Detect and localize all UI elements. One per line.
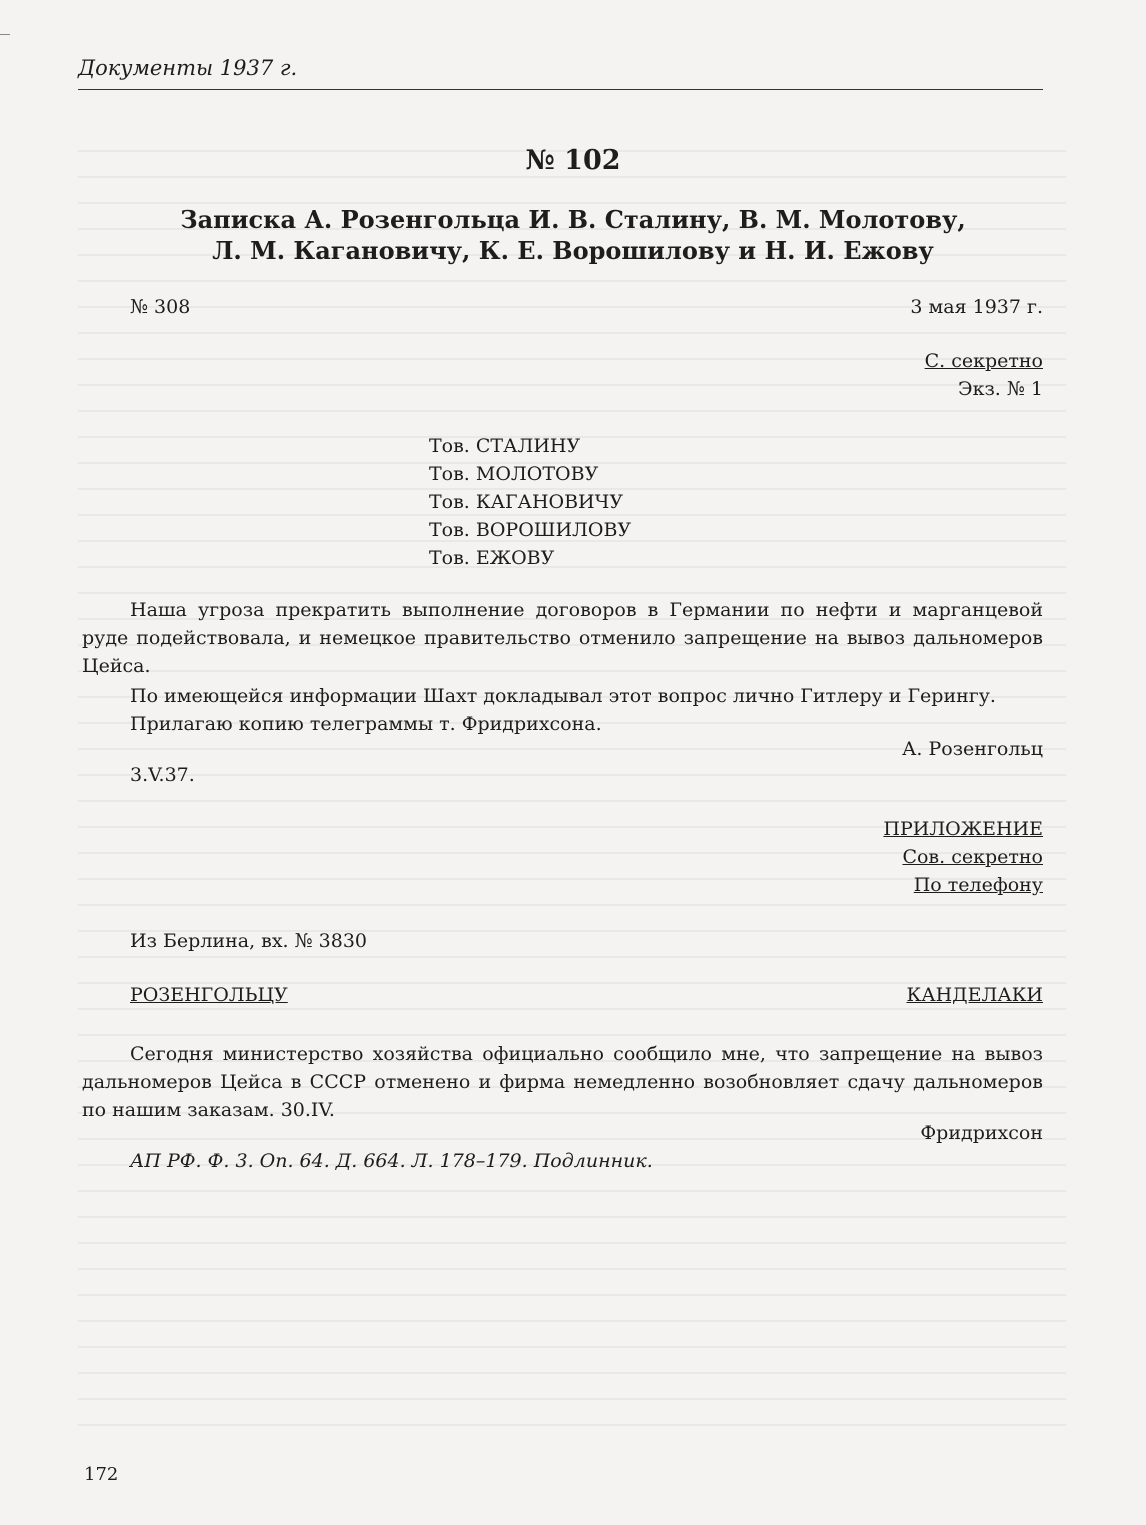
telegram-signature: Фридрихсон: [920, 1122, 1043, 1144]
addressee: Тов. МОЛОТОВУ: [429, 463, 599, 485]
addressee: Тов. ВОРОШИЛОВУ: [429, 519, 632, 541]
page-number: 172: [84, 1464, 119, 1485]
document-title: [120, 204, 1026, 266]
telegram-text: Сегодня министерство хозяйства официально сообщило мне, что запрещение на вывоз дальномеров Цейса в СССР отменено и фирма немедленно возобновляет сдачу дальномеров по нашим заказам. 30.IV.: [82, 1043, 1043, 1121]
body-paragraph: По имеющейся информации Шахт докладывал этот вопрос лично Гитлеру и Герингу.: [130, 685, 996, 707]
addressee-list: [429, 432, 631, 572]
running-header: Документы 1937 г.: [78, 56, 298, 80]
telegram-sender: КАНДЕЛАКИ: [906, 984, 1043, 1006]
appendix-label: ПРИЛОЖЕНИЕ: [883, 818, 1043, 840]
header-rule: [78, 89, 1043, 90]
classification-stamp: С. секретно: [924, 350, 1043, 372]
registration-number: № 308: [130, 296, 191, 318]
reg-date-row: [130, 296, 1043, 318]
title-line-1: Записка А. Розенгольца И. В. Сталину, В. М. Молотову,: [180, 205, 966, 234]
recipient-sender-row: [130, 984, 1043, 1006]
scan-edge-mark: [0, 34, 10, 35]
signature: А. Розенгольц: [902, 738, 1043, 760]
document-number: № 102: [525, 145, 621, 176]
appendix-channel: По телефону: [913, 874, 1043, 896]
addressee: Тов. КАГАНОВИЧУ: [429, 491, 624, 513]
bleed-through-texture: [78, 150, 1066, 1450]
document-date: 3 мая 1937 г.: [910, 296, 1043, 318]
telegram-recipient: РОЗЕНГОЛЬЦУ: [130, 984, 288, 1006]
addressee: Тов. ЕЖОВУ: [429, 547, 555, 569]
archive-source: АП РФ. Ф. 3. Оп. 64. Д. 664. Л. 178–179. Подлинник.: [130, 1150, 653, 1172]
appendix-classification: Сов. секретно: [902, 846, 1043, 868]
signed-date: 3.V.37.: [130, 764, 195, 786]
body-paragraph: Прилагаю копию телеграммы т. Фридрихсона.: [130, 713, 602, 735]
addressee: Тов. СТАЛИНУ: [429, 435, 581, 457]
title-line-2: Л. М. Кагановичу, К. Е. Ворошилову и Н. И. Ежову: [212, 236, 934, 265]
copy-number: Экз. № 1: [958, 378, 1043, 400]
body-paragraph: Наша угроза прекратить выполнение договоров в Германии по нефти и марганцевой руде подействовала, и немецкое правительство отменило запрещение на вывоз дальномеров Цейса.: [82, 599, 1043, 677]
incoming-from: Из Берлина, вх. № 3830: [130, 930, 368, 952]
